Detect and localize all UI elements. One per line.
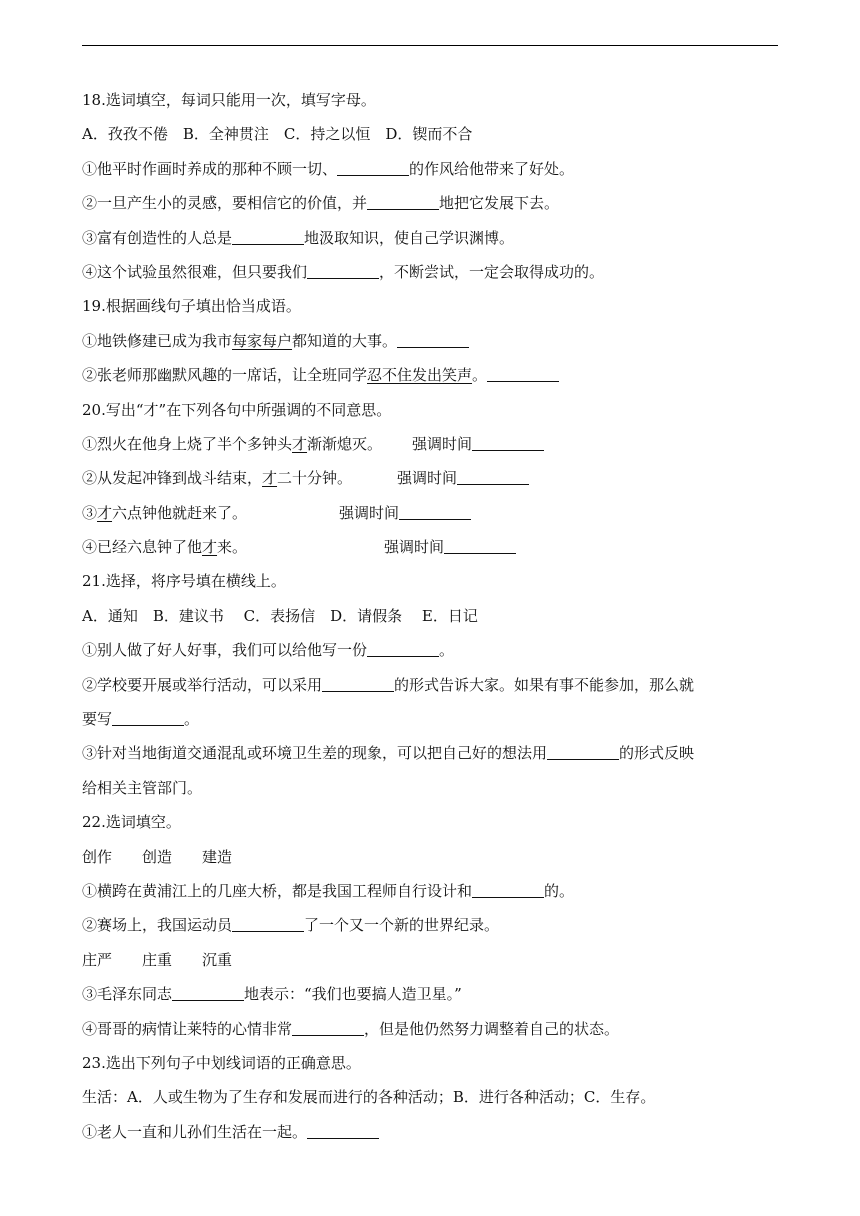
- q22-sentence-1: ①横跨在黄浦江上的几座大桥，都是我国工程师自行设计和 的。: [82, 881, 575, 900]
- q20-title: 20.写出“才”在下列各句中所强调的不同意思。: [82, 400, 392, 419]
- header-rule: [82, 45, 778, 46]
- q20-sentence-1: ①烈火在他身上烧了半个多钟头才渐渐熄灭。 强调时间: [82, 432, 782, 466]
- q18-sentence-2: ②一旦产生小的灵感，要相信它的价值，并 地把它发展下去。: [82, 194, 560, 213]
- q21-sentence-3-cont: 给相关主管部门。: [82, 778, 203, 797]
- q18-title: 18.选词填空，每词只能用一次，填写字母。: [82, 91, 376, 109]
- q21-sentence-2: ②学校要开展或举行活动，可以采用 的形式告诉大家。如果有事不能参加，那么就: [82, 675, 695, 694]
- q20-sentence-2: ②从发起冲锋到战斗结束，才二十分钟。 强调时间: [82, 466, 782, 500]
- answer-blank[interactable]: [472, 882, 544, 898]
- underlined-phrase: 忍不住发出笑声: [367, 366, 473, 385]
- answer-blank[interactable]: [322, 676, 394, 692]
- q23-title: 23.选出下列句子中划线词语的正确意思。: [82, 1053, 361, 1072]
- answer-blank[interactable]: [307, 263, 379, 279]
- answer-blank[interactable]: [547, 744, 619, 760]
- q22-sentence-2: ②赛场上，我国运动员 了一个又一个新的世界纪录。: [82, 916, 500, 935]
- q21-title: 21.选择，将序号填在横线上。: [82, 572, 286, 591]
- q19-sentence-2: ②张老师那幽默风趣的一席话，让全班同学忍不住发出笑声。: [82, 363, 782, 397]
- q18-options: A．孜孜不倦 B．全神贯注 C．持之以恒 D．锲而不合: [82, 125, 473, 144]
- answer-blank[interactable]: [232, 229, 304, 245]
- q20-sentence-3: ③才六点钟他就赶来了。 强调时间: [82, 501, 782, 535]
- answer-blank[interactable]: [399, 504, 471, 520]
- q18-sentence-4: ④这个试验虽然很难，但只要我们 ，不断尝试，一定会取得成功的。: [82, 262, 605, 281]
- answer-blank[interactable]: [444, 538, 516, 554]
- answer-blank[interactable]: [367, 641, 439, 657]
- q23-definition: 生活：A．人或生物为了生存和发展而进行的各种活动；B．进行各种活动；C．生存。: [82, 1088, 656, 1107]
- q22-sentence-4: ④哥哥的病情让莱特的心情非常 ，但是他仍然努力调整着自己的状态。: [82, 1019, 620, 1038]
- q19-sentence-1: ①地铁修建已成为我市每家每户都知道的大事。: [82, 329, 782, 363]
- answer-blank[interactable]: [292, 1020, 364, 1036]
- q22-word-bank-2: 庄严 庄重 沉重: [82, 950, 233, 969]
- answer-blank[interactable]: [472, 435, 544, 451]
- q21-options: A．通知 B．建议书 C．表扬信 D．请假条 E．日记: [82, 606, 478, 625]
- answer-blank[interactable]: [367, 194, 439, 210]
- q22-word-bank-1: 创作 创造 建造: [82, 847, 233, 866]
- answer-blank[interactable]: [172, 985, 244, 1001]
- q20-sentence-4: ④已经六息钟了他才来。 强调时间: [82, 535, 782, 569]
- q18-sentence-3: ③富有创造性的人总是 地汲取知识，使自己学识渊博。: [82, 228, 515, 247]
- answer-blank[interactable]: [397, 332, 469, 348]
- answer-blank[interactable]: [487, 366, 559, 382]
- answer-blank[interactable]: [307, 1123, 379, 1139]
- q19-title: 19.根据画线句子填出恰当成语。: [82, 297, 301, 316]
- q22-sentence-3: ③毛泽东同志 地表示：“我们也要搞人造卫星。”: [82, 985, 462, 1004]
- q21-sentence-2-cont: 要写 。: [82, 710, 200, 729]
- answer-blank[interactable]: [232, 916, 304, 932]
- answer-blank[interactable]: [112, 710, 184, 726]
- q23-sentence-1: ①老人一直和儿孙们生活在一起。: [82, 1120, 782, 1154]
- q21-sentence-3: ③针对当地街道交通混乱或环境卫生差的现象，可以把自己好的想法用 的形式反映: [82, 744, 695, 763]
- underlined-phrase: 每家每户: [232, 331, 293, 350]
- q18-sentence-1: ①他平时作画时养成的那种不顾一切、 的作风给他带来了好处。: [82, 159, 575, 178]
- answer-blank[interactable]: [337, 160, 409, 176]
- answer-blank[interactable]: [457, 469, 529, 485]
- worksheet-body: [82, 88, 782, 1154]
- q21-sentence-1: ①别人做了好人好事，我们可以给他写一份 。: [82, 641, 455, 660]
- q22-title: 22.选词填空。: [82, 813, 181, 832]
